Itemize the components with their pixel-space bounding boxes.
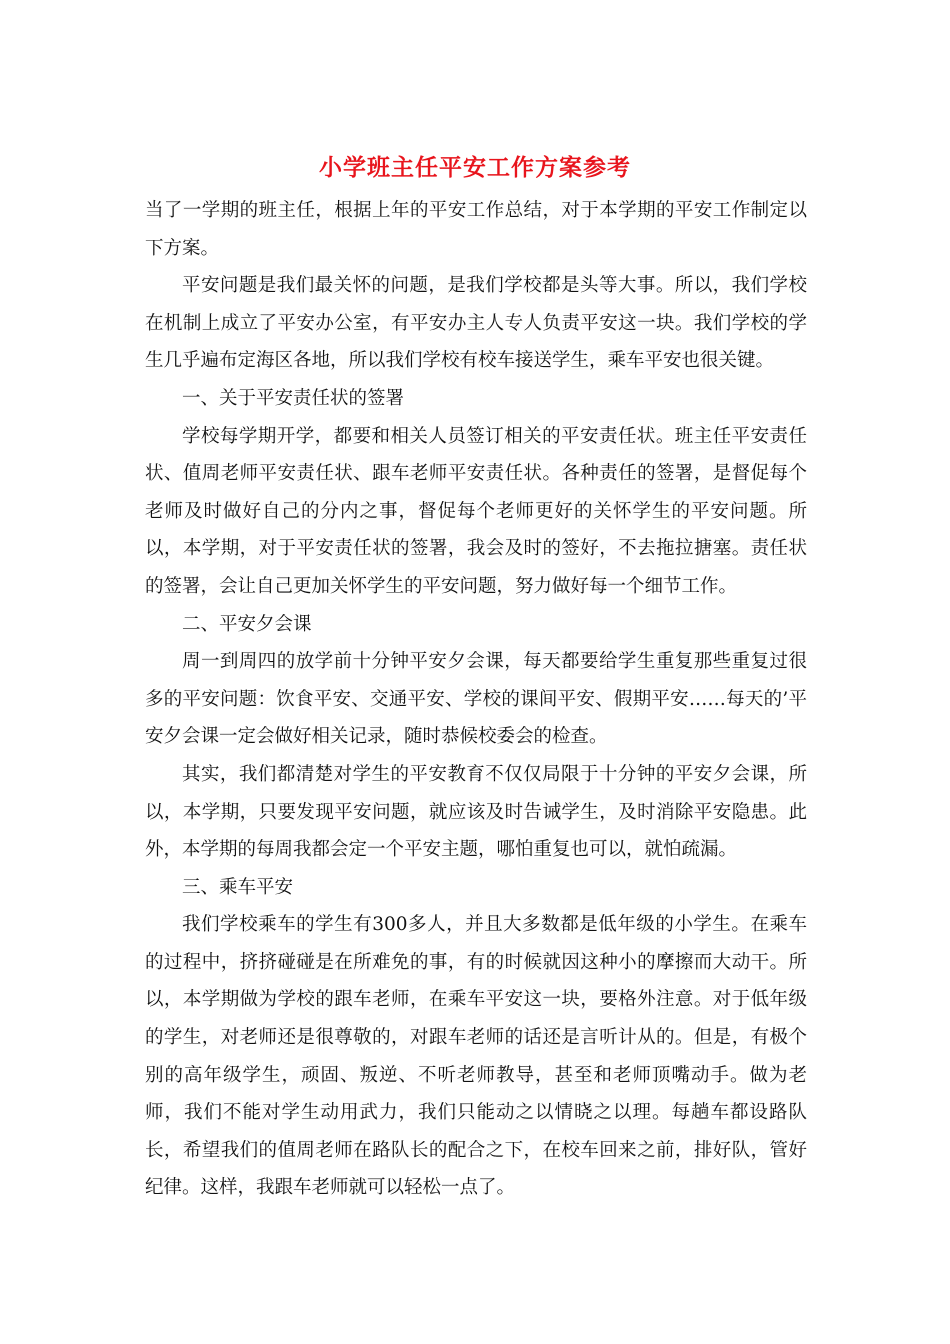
paragraph-safety-education: 其实，我们都清楚对学生的平安教育不仅仅局限于十分钟的平安夕会课，所以，本学期，只要发现平安问题，就应该及时告诫学生，及时消除平安隐患。此外，本学期的每周我都会定一个平安主题，哪怕重复也可以，就怕疏漏。 (145, 763, 807, 861)
document-title: 小学班主任平安工作方案参考 (319, 154, 631, 181)
paragraph-intro: 当了一学期的班主任，根据上年的平安工作总结，对于本学期的平安工作制定以下方案。 (145, 200, 807, 259)
paragraph-responsibility: 学校每学期开学，都要和相关人员签订相关的平安责任状。班主任平安责任状、值周老师平安责任状、跟车老师平安责任状。各种责任的签署，是督促每个老师及时做好自己的分内之事，督促每个老师更好的关怀学生的平安问题。所以，本学期，对于平安责任状的签署，我会及时的签好，不去拖拉搪塞。责任状的签署，会让自己更加关怀学生的平安问题，努力做好每一个细节工作。 (145, 425, 807, 597)
section-heading-responsibility: 一、关于平安责任状的签署 (182, 387, 405, 409)
document-body (145, 192, 807, 1207)
section-heading-evening-class: 二、平安夕会课 (182, 613, 312, 635)
paragraph-safety-importance: 平安问题是我们最关怀的问题，是我们学校都是头等大事。所以，我们学校在机制上成立了平安办公室，有平安办主人专人负责平安这一块。我们学校的学生几乎遍布定海区各地，所以我们学校有校车接送学生，乘车平安也很关键。 (145, 275, 807, 372)
paragraph-bus-safety: 我们学校乘车的学生有300多人，并且大多数都是低年级的小学生。在乘车的过程中，挤挤碰碰是在所难免的事，有的时候就因这种小的摩擦而大动干。所以，本学期做为学校的跟车老师，在乘车平安这一块，要格外注意。对于低年级的学生，对老师还是很尊敬的，对跟车老师的话还是言听计从的。但是，有极个别的高年级学生，顽固、叛逆、不听老师教导，甚至和老师顶嘴动手。做为老师，我们不能对学生动用武力，我们只能动之以情晓之以理。每趟车都设路队长，希望我们的值周老师在路队长的配合之下，在校车回来之前，排好队，管好纪律。这样，我跟车老师就可以轻松一点了。 (145, 914, 807, 1199)
section-heading-bus-safety: 三、乘车平安 (182, 876, 294, 898)
paragraph-evening-class: 周一到周四的放学前十分钟平安夕会课，每天都要给学生重复那些重复过很多的平安问题：饮食平安、交通平安、学校的课间平安、假期平安……每天的’平安夕会课一定会做好相关记录，随时恭候校委会的检查。 (145, 651, 807, 748)
